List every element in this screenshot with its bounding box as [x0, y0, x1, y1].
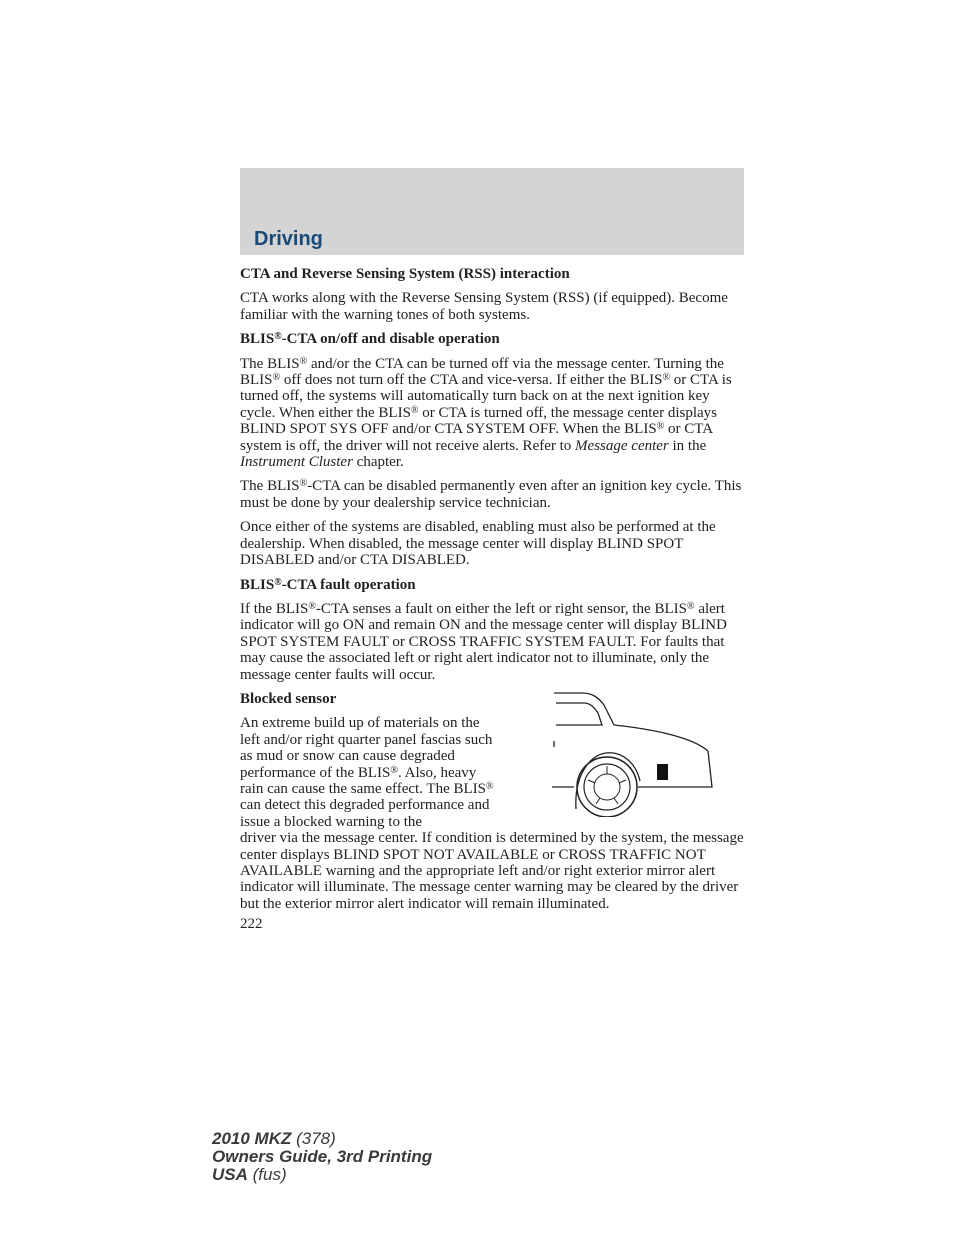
reg-mark: ® [274, 576, 282, 588]
footer-model-line [212, 1130, 432, 1148]
footer-market-line [212, 1166, 432, 1184]
text-run: -CTA senses a fault on either the left or right sensor, the BLIS [315, 600, 687, 617]
heading-cta-rss: CTA and Reverse Sensing System (RSS) interaction [240, 266, 570, 282]
text-run: An extreme build up of materials on the left and/or right quarter panel fascias such as mud or snow can cause degraded performance of the BLIS [240, 715, 493, 781]
text-run: The BLIS [240, 355, 300, 372]
footer-market-code: (fus) [252, 1165, 287, 1184]
paragraph-blocked-rest: driver via the message center. If condition is determined by the system, the message center displays BLIND SPOT NOT AVAILABLE or CROSS TRAFFIC NOT AVAILABLE warning and the appropriate left and/or right exterior mirror alert indicator will illuminate. The message center warning may be cleared by the driver but the exterior mirror alert indicator will remain illuminated. [240, 830, 744, 912]
heading-fault-b: -CTA fault operation [281, 576, 416, 593]
text-run: or CTA is turned off, the systems will automatically turn back on at the next ignition key cycle. When either the BLIS [240, 372, 732, 421]
footer-model: 2010 MKZ [212, 1129, 292, 1148]
page-content [240, 266, 745, 933]
reg-mark: ® [274, 331, 282, 343]
heading-fault-a: BLIS [240, 576, 275, 593]
reg-mark: ® [656, 421, 665, 433]
reg-mark: ® [299, 478, 308, 490]
page-number: 222 [240, 916, 263, 933]
paragraph-fault [240, 601, 745, 683]
footer-model-code: (378) [296, 1129, 336, 1148]
section-title: Driving [254, 228, 323, 250]
reg-mark: ® [299, 355, 308, 367]
heading-onoff [240, 331, 745, 347]
document-footer [212, 1130, 432, 1184]
text-run: The BLIS [240, 478, 300, 495]
text-run: and/or the CTA can be turned off via the message center. Turning the BLIS [240, 355, 724, 389]
blocked-sensor-block [240, 691, 745, 912]
footer-market: USA [212, 1165, 248, 1184]
paragraph-onoff-3: Once either of the systems are disabled, enabling must also be performed at the dealership. When disabled, the message center will display BLIND SPOT DISABLED and/or CTA DISABLED. [240, 519, 716, 569]
text-run: alert indicator will go ON and remain ON and the message center will display BLIND SPOT SYSTEM FAULT or CROSS TRAFFIC SYSTEM FAULT. For faults that may cause the associated left or right alert indicator not to illuminate, only the message center faults will occur. [240, 600, 727, 683]
footer-guide-line [212, 1148, 432, 1166]
text-run: . Also, heavy rain can cause the same effect. The BLIS [240, 764, 487, 797]
cross-reference-instrument-cluster: Instrument Cluster [240, 454, 353, 471]
footer-guide: Owners Guide, 3rd Printing [212, 1147, 433, 1166]
reg-mark: ® [686, 600, 695, 612]
rear-quarter-sensor-illustration [552, 691, 748, 817]
heading-onoff-a: BLIS [240, 331, 275, 348]
text-run: or CTA is turned off, the message center displays BLIND SPOT SYS OFF and/or CTA SYSTEM OFF. When the BLIS [240, 404, 717, 438]
reg-mark: ® [410, 404, 419, 416]
heading-blocked-sensor: Blocked sensor [240, 690, 337, 707]
reg-mark: ® [486, 780, 494, 792]
paragraph-cta-rss: CTA works along with the Reverse Sensing System (RSS) (if equipped). Become familiar with the warning tones of both systems. [240, 290, 728, 323]
text-run: If the BLIS [240, 600, 309, 617]
paragraph-onoff-1 [240, 356, 745, 471]
text-run: off does not turn off the CTA and vice-versa. If either the BLIS [280, 372, 663, 389]
text-run: can detect this degraded performance and issue a blocked warning to the [240, 797, 490, 830]
reg-mark: ® [308, 600, 316, 612]
section-header-band [240, 168, 744, 255]
text-run: -CTA can be disabled permanently even after an ignition key cycle. This must be done by your dealership service technician. [240, 478, 742, 511]
reg-mark: ® [272, 372, 281, 384]
heading-fault [240, 577, 745, 593]
text-run: or CTA system is off, the driver will not receive alerts. Refer to [240, 421, 713, 454]
paragraph-onoff-2 [240, 478, 745, 511]
paragraph-blocked-wrapped [240, 715, 495, 830]
text-run: in the [668, 437, 707, 454]
reg-mark: ® [662, 372, 671, 384]
text-run: chapter. [352, 454, 404, 471]
cross-reference-message-center: Message center [575, 437, 669, 454]
reg-mark: ® [390, 764, 398, 776]
heading-onoff-b: -CTA on/off and disable operation [281, 331, 500, 348]
